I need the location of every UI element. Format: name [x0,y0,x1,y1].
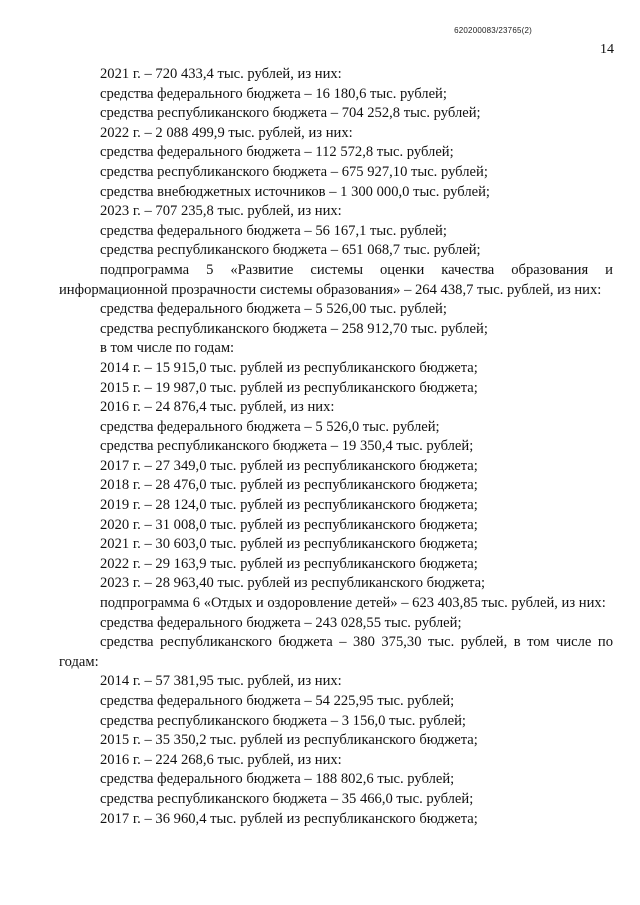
document-registration-code: 620200083/23765(2) [454,26,532,35]
paragraph-2023-total: 2023 г. – 707 235,8 тыс. рублей, из них: [100,203,342,220]
paragraph-sp6-2014-federal: средства федерального бюджета – 54 225,95 тыс. рублей; [100,693,455,709]
document-body [59,65,613,829]
paragraph-sp5-2019: 2019 г. – 28 124,0 тыс. рублей из республиканского бюджета; [100,497,478,514]
paragraph-2021-federal: средства федерального бюджета – 16 180,6 тыс. рублей; [100,85,447,102]
paragraph-sp5-2015: 2015 г. – 19 987,0 тыс. рублей из республиканского бюджета; [100,379,478,396]
paragraph-sp6-2015: 2015 г. – 35 350,2 тыс. рублей из республиканского бюджета; [100,732,478,749]
paragraph-sp5-2016-republican: средства республиканского бюджета – 19 350,4 тыс. рублей; [100,438,474,455]
paragraph-sp6-2017: 2017 г. – 36 960,4 тыс. рублей из республиканского бюджета; [100,810,478,827]
paragraph-sp6-2016-federal: средства федерального бюджета – 188 802,6 тыс. рублей; [100,771,455,788]
paragraph-2021-republican: средства республиканского бюджета – 704 252,8 тыс. рублей; [100,105,481,122]
paragraph-2023-federal: средства федерального бюджета – 56 167,1 тыс. рублей; [100,222,447,239]
paragraph-sp6-2016-total: 2016 г. – 224 268,6 тыс. рублей, из них: [100,751,342,768]
paragraph-2023-republican: средства республиканского бюджета – 651 068,7 тыс. рублей; [100,242,481,259]
paragraph-sp5-2016-total: 2016 г. – 24 876,4 тыс. рублей, из них: [100,399,335,416]
paragraph-2022-federal: средства федерального бюджета – 112 572,8 тыс. рублей; [100,144,454,161]
paragraph-sp5-2018: 2018 г. – 28 476,0 тыс. рублей из республиканского бюджета; [100,477,478,494]
paragraph-sp5-2020: 2020 г. – 31 008,0 тыс. рублей из республиканского бюджета; [100,516,478,533]
paragraph-sp5-2021: 2021 г. – 30 603,0 тыс. рублей из республиканского бюджета; [100,536,478,553]
paragraph-sp5-by-years: в том числе по годам: [100,340,235,357]
paragraph-2021-total: 2021 г. – 720 433,4 тыс. рублей, из них: [100,66,342,82]
paragraph-sp6-2014-total: 2014 г. – 57 381,95 тыс. рублей, из них: [100,673,342,690]
paragraph-sp5-2016-federal: средства федерального бюджета – 5 526,0 тыс. рублей; [100,418,440,435]
paragraph-sp5-2017: 2017 г. – 27 349,0 тыс. рублей из республиканского бюджета; [100,457,478,474]
paragraph-subprogram-5: подпрограмма 5 «Развитие системы оценки качества образования и информационной прозрачности системы образования» – 264 438,7 тыс. рублей, из них: [59,261,613,298]
paragraph-sp6-federal: средства федерального бюджета – 243 028,55 тыс. рублей; [100,614,462,631]
paragraph-2022-extrabudgetary: средства внебюджетных источников – 1 300 000,0 тыс. рублей; [100,183,490,200]
paragraph-sp6-2014-republican: средства республиканского бюджета – 3 156,0 тыс. рублей; [100,712,466,729]
page-number: 14 [600,42,614,57]
paragraph-sp5-2022: 2022 г. – 29 163,9 тыс. рублей из республиканского бюджета; [100,555,478,572]
paragraph-subprogram-6: подпрограмма 6 «Отдых и оздоровление детей» – 623 403,85 тыс. рублей, из них: [100,595,606,612]
paragraph-sp5-2014: 2014 г. – 15 915,0 тыс. рублей из республиканского бюджета; [100,359,478,376]
paragraph-2022-republican: средства республиканского бюджета – 675 927,10 тыс. рублей; [100,163,488,180]
paragraph-sp5-federal: средства федерального бюджета – 5 526,00 тыс. рублей; [100,301,447,318]
paragraph-sp5-2023: 2023 г. – 28 963,40 тыс. рублей из республиканского бюджета; [100,575,486,592]
paragraph-sp6-2016-republican: средства республиканского бюджета – 35 466,0 тыс. рублей; [100,790,474,807]
paragraph-sp5-republican: средства республиканского бюджета – 258 912,70 тыс. рублей; [100,320,488,337]
paragraph-2022-total: 2022 г. – 2 088 499,9 тыс. рублей, из них: [100,124,353,141]
paragraph-sp6-republican: средства республиканского бюджета – 380 375,30 тыс. рублей, в том числе по годам: [59,634,613,670]
